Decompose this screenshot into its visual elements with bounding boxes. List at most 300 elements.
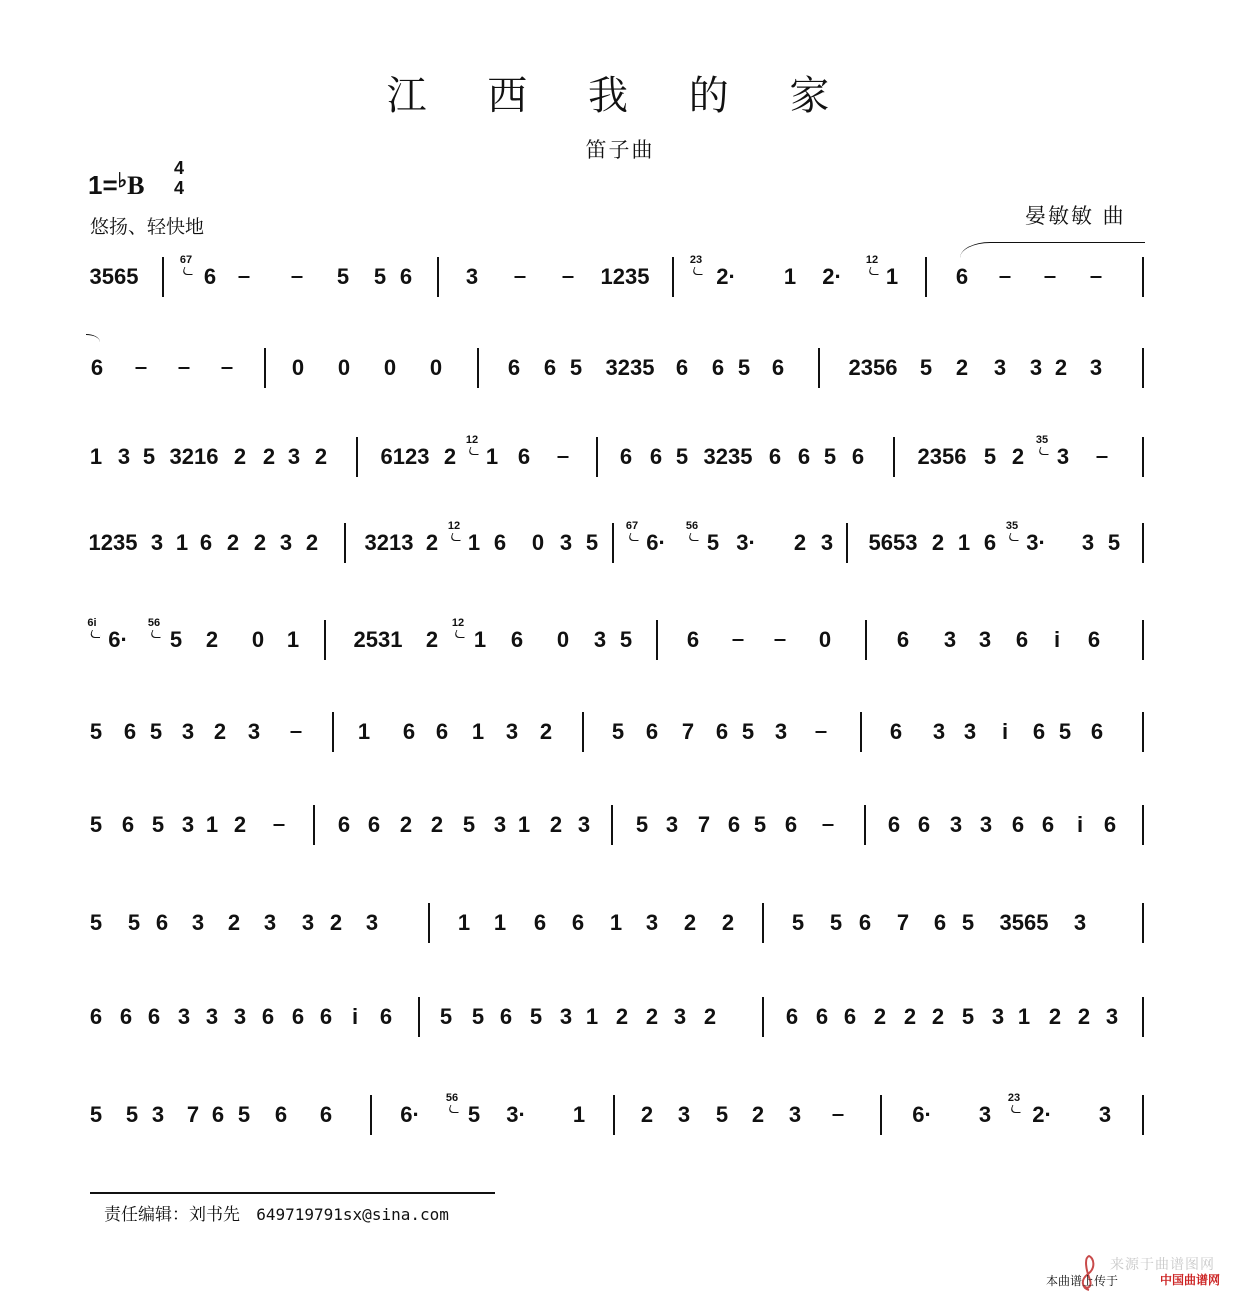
note: 3 bbox=[593, 627, 607, 652]
note: 7 bbox=[697, 812, 711, 837]
note: 3 bbox=[559, 530, 573, 555]
note: 5 bbox=[149, 719, 163, 744]
note: 7 bbox=[896, 910, 910, 935]
bar-line bbox=[611, 805, 613, 845]
grace-note: 6i bbox=[87, 617, 97, 629]
note: 6 bbox=[715, 719, 729, 744]
note: 2· bbox=[716, 264, 736, 289]
note: 6 bbox=[649, 444, 663, 469]
bar-line bbox=[846, 523, 848, 563]
note: 3 bbox=[1056, 444, 1070, 469]
score-line bbox=[0, 520, 1240, 581]
page-title: 江 西 我 的 家 bbox=[386, 73, 854, 119]
score-line bbox=[0, 617, 1240, 678]
tempo-marking: 悠扬、轻快地 bbox=[90, 216, 205, 238]
note: 5 bbox=[741, 719, 755, 744]
note: 6 bbox=[1015, 627, 1029, 652]
note: 3 bbox=[991, 1004, 1005, 1029]
grace-note: 12 bbox=[451, 617, 465, 629]
note: 0 bbox=[531, 530, 545, 555]
bar-line bbox=[1142, 620, 1144, 660]
note: 2 bbox=[425, 627, 439, 652]
bar-line bbox=[418, 997, 420, 1037]
note: 0 bbox=[291, 355, 305, 380]
note: 6 bbox=[119, 1004, 133, 1029]
note: i bbox=[351, 1004, 359, 1029]
note: 6 bbox=[337, 812, 351, 837]
bar-line bbox=[344, 523, 346, 563]
note: 6 bbox=[123, 719, 137, 744]
note: 3· bbox=[506, 1102, 526, 1127]
note: 6 bbox=[543, 355, 557, 380]
note: 3 bbox=[949, 812, 963, 837]
note: 6 bbox=[896, 627, 910, 652]
note: 3565 bbox=[89, 264, 139, 289]
sustain-dash bbox=[515, 276, 526, 278]
footer-divider bbox=[90, 1192, 495, 1194]
bar-line bbox=[818, 348, 820, 388]
note: 3 bbox=[191, 910, 205, 935]
sustain-dash bbox=[291, 731, 302, 733]
grace-note: 23 bbox=[1007, 1092, 1021, 1104]
note: 0 bbox=[556, 627, 570, 652]
bar-line bbox=[860, 712, 862, 752]
note: 2 bbox=[305, 530, 319, 555]
bar-line bbox=[762, 997, 764, 1037]
note: 6 bbox=[399, 264, 413, 289]
note: 2 bbox=[703, 1004, 717, 1029]
note: 5 bbox=[983, 444, 997, 469]
note: 2356 bbox=[917, 444, 967, 469]
note: 3· bbox=[1026, 530, 1046, 555]
note: 6 bbox=[1087, 627, 1101, 652]
note: 3 bbox=[665, 812, 679, 837]
note: 5 bbox=[919, 355, 933, 380]
note: 3 bbox=[181, 812, 195, 837]
note: 6 bbox=[983, 530, 997, 555]
score-line bbox=[0, 911, 1240, 961]
note: 3 bbox=[151, 1102, 165, 1127]
note: 6 bbox=[917, 812, 931, 837]
note: 6 bbox=[211, 1102, 225, 1127]
note: 3 bbox=[978, 1102, 992, 1127]
bar-line bbox=[762, 903, 764, 943]
note: 6 bbox=[319, 1004, 333, 1029]
note: 5 bbox=[462, 812, 476, 837]
note: 0 bbox=[337, 355, 351, 380]
note: 5 bbox=[961, 1004, 975, 1029]
note: 2 bbox=[931, 1004, 945, 1029]
note: 6 bbox=[858, 910, 872, 935]
note: 5 bbox=[829, 910, 843, 935]
sustain-dash bbox=[823, 824, 834, 826]
sustain-dash bbox=[1097, 456, 1108, 458]
sustain-dash bbox=[239, 276, 250, 278]
note: 2 bbox=[873, 1004, 887, 1029]
note: 2 bbox=[443, 444, 457, 469]
note: 2 bbox=[233, 812, 247, 837]
bar-line bbox=[1142, 257, 1144, 297]
sustain-dash bbox=[733, 639, 744, 641]
note: 6 bbox=[89, 1004, 103, 1029]
note: 3 bbox=[263, 910, 277, 935]
bar-line bbox=[356, 437, 358, 477]
note: 6 bbox=[121, 812, 135, 837]
note: 6 bbox=[510, 627, 524, 652]
note: 2 bbox=[226, 530, 240, 555]
note: 3 bbox=[774, 719, 788, 744]
note: i bbox=[1001, 719, 1009, 744]
note: 1 bbox=[517, 812, 531, 837]
note: 3 bbox=[963, 719, 977, 744]
time-signature bbox=[170, 158, 188, 198]
note: 6 bbox=[517, 444, 531, 469]
note: 3 bbox=[181, 719, 195, 744]
note: 3213 bbox=[364, 530, 414, 555]
note: 5 bbox=[336, 264, 350, 289]
note: 6· bbox=[646, 530, 666, 555]
note: 6 bbox=[379, 1004, 393, 1029]
note: 1 bbox=[783, 264, 797, 289]
note: 5 bbox=[737, 355, 751, 380]
note: 1 bbox=[585, 1004, 599, 1029]
grace-note: 23 bbox=[689, 254, 703, 266]
note: 1 bbox=[471, 719, 485, 744]
editor-label: 责任编辑：刘书先 bbox=[104, 1205, 240, 1225]
note: 6 bbox=[785, 1004, 799, 1029]
note: 3 bbox=[365, 910, 379, 935]
note: 3 bbox=[247, 719, 261, 744]
grace-note: 12 bbox=[465, 434, 479, 446]
note: 6 bbox=[1032, 719, 1046, 744]
note: 3 bbox=[979, 812, 993, 837]
note: 1 bbox=[205, 812, 219, 837]
note: 3 bbox=[932, 719, 946, 744]
note: 6 bbox=[887, 812, 901, 837]
note: 1 bbox=[473, 627, 487, 652]
note: 6 bbox=[815, 1004, 829, 1029]
note: 2 bbox=[425, 530, 439, 555]
note: 1 bbox=[286, 627, 300, 652]
note: 6· bbox=[108, 627, 128, 652]
note: 0 bbox=[818, 627, 832, 652]
note: 2 bbox=[253, 530, 267, 555]
note: 2 bbox=[640, 1102, 654, 1127]
note: 3 bbox=[1073, 910, 1087, 935]
note: 3 bbox=[287, 444, 301, 469]
note: 6 bbox=[274, 1102, 288, 1127]
sustain-dash bbox=[1000, 276, 1011, 278]
note: 1 bbox=[609, 910, 623, 935]
sustain-dash bbox=[179, 367, 190, 369]
note: 0 bbox=[251, 627, 265, 652]
bar-line bbox=[370, 1095, 372, 1135]
note: 6 bbox=[1090, 719, 1104, 744]
note: 2· bbox=[822, 264, 842, 289]
note: 6 bbox=[402, 719, 416, 744]
note: 5 bbox=[1107, 530, 1121, 555]
note: 0 bbox=[429, 355, 443, 380]
note: 6 bbox=[435, 719, 449, 744]
sustain-dash bbox=[136, 367, 147, 369]
note: 2 bbox=[205, 627, 219, 652]
note: 7 bbox=[186, 1102, 200, 1127]
note: 3 bbox=[177, 1004, 191, 1029]
note: 3 bbox=[820, 530, 834, 555]
note: 2531 bbox=[353, 627, 403, 652]
note: 6123 bbox=[380, 444, 430, 469]
bar-line bbox=[612, 523, 614, 563]
note: 3· bbox=[736, 530, 756, 555]
note: 6 bbox=[533, 910, 547, 935]
note: 1 bbox=[89, 444, 103, 469]
note: 3 bbox=[279, 530, 293, 555]
note: 5 bbox=[569, 355, 583, 380]
note: 6 bbox=[571, 910, 585, 935]
grace-note: 56 bbox=[685, 520, 699, 532]
note: 2 bbox=[793, 530, 807, 555]
bar-line bbox=[1142, 997, 1144, 1037]
note: 2 bbox=[430, 812, 444, 837]
note: 2 bbox=[683, 910, 697, 935]
grace-note: 67 bbox=[625, 520, 639, 532]
note: 6 bbox=[768, 444, 782, 469]
note: 3235 bbox=[605, 355, 655, 380]
note: 5 bbox=[715, 1102, 729, 1127]
note: 2 bbox=[1054, 355, 1068, 380]
sustain-dash bbox=[558, 456, 569, 458]
bar-line bbox=[582, 712, 584, 752]
note: 5 bbox=[675, 444, 689, 469]
note: 3 bbox=[205, 1004, 219, 1029]
note: 6 bbox=[771, 355, 785, 380]
note: 5 bbox=[142, 444, 156, 469]
note: 5 bbox=[635, 812, 649, 837]
flat-icon: ♭ bbox=[117, 170, 128, 192]
bar-line bbox=[332, 712, 334, 752]
bar-line bbox=[596, 437, 598, 477]
note: i bbox=[1076, 812, 1084, 837]
note: 3 bbox=[673, 1004, 687, 1029]
sustain-dash bbox=[816, 731, 827, 733]
note: 5 bbox=[619, 627, 633, 652]
bar-line bbox=[1142, 805, 1144, 845]
note: 6 bbox=[784, 812, 798, 837]
note: 2 bbox=[903, 1004, 917, 1029]
note: 3 bbox=[677, 1102, 691, 1127]
note: 3 bbox=[233, 1004, 247, 1029]
note: 6 bbox=[155, 910, 169, 935]
note: 2 bbox=[1077, 1004, 1091, 1029]
note: 6 bbox=[319, 1102, 333, 1127]
note: 6 bbox=[686, 627, 700, 652]
note: 6 bbox=[711, 355, 725, 380]
note: 6 bbox=[1011, 812, 1025, 837]
note: 6· bbox=[912, 1102, 932, 1127]
note: 5 bbox=[529, 1004, 543, 1029]
bar-line bbox=[925, 257, 927, 297]
note: 5 bbox=[237, 1102, 251, 1127]
page-subtitle: 笛子曲 bbox=[585, 138, 655, 162]
key-signature bbox=[88, 170, 144, 201]
note: 6 bbox=[933, 910, 947, 935]
note: 6 bbox=[90, 355, 104, 380]
note: 6 bbox=[645, 719, 659, 744]
note: 5 bbox=[791, 910, 805, 935]
note: 3 bbox=[1081, 530, 1095, 555]
note: 5 bbox=[471, 1004, 485, 1029]
bar-line bbox=[1142, 523, 1144, 563]
score-line bbox=[0, 356, 1240, 406]
score-line bbox=[0, 1092, 1240, 1153]
meter-top: 4 bbox=[173, 158, 184, 178]
bar-line bbox=[1142, 712, 1144, 752]
grace-note: 56 bbox=[147, 617, 161, 629]
sustain-dash bbox=[833, 1114, 844, 1116]
score-line bbox=[0, 720, 1240, 770]
note: 5 bbox=[151, 812, 165, 837]
note: 5 bbox=[439, 1004, 453, 1029]
upload-note: 本曲谱上传于 bbox=[1046, 1274, 1119, 1288]
note: 3565 bbox=[999, 910, 1049, 935]
note: 6 bbox=[1041, 812, 1055, 837]
grace-note: 56 bbox=[445, 1092, 459, 1104]
note: 5 bbox=[961, 910, 975, 935]
bar-line bbox=[1142, 348, 1144, 388]
score-line bbox=[0, 1005, 1240, 1055]
note: 3 bbox=[505, 719, 519, 744]
bar-line bbox=[437, 257, 439, 297]
note: 5 bbox=[373, 264, 387, 289]
note: 6 bbox=[955, 264, 969, 289]
note: 3 bbox=[993, 355, 1007, 380]
sustain-dash bbox=[563, 276, 574, 278]
bar-line bbox=[672, 257, 674, 297]
note: 5 bbox=[585, 530, 599, 555]
bar-line bbox=[324, 620, 326, 660]
grace-note: 12 bbox=[865, 254, 879, 266]
watermark-brand: 中国曲谱网 bbox=[1160, 1273, 1221, 1287]
note: 3 bbox=[978, 627, 992, 652]
bar-line bbox=[477, 348, 479, 388]
note: 3 bbox=[788, 1102, 802, 1127]
note: 2 bbox=[931, 530, 945, 555]
note: 6 bbox=[493, 530, 507, 555]
note: 6 bbox=[675, 355, 689, 380]
bar-line bbox=[1142, 903, 1144, 943]
note: 1235 bbox=[600, 264, 650, 289]
note: 2 bbox=[645, 1004, 659, 1029]
note: i bbox=[1053, 627, 1061, 652]
note: 5 bbox=[89, 812, 103, 837]
note: 6 bbox=[367, 812, 381, 837]
bar-line bbox=[613, 1095, 615, 1135]
score-line bbox=[0, 254, 1240, 315]
bar-line bbox=[162, 257, 164, 297]
note: 6 bbox=[843, 1004, 857, 1029]
tie-slur-continuation bbox=[86, 334, 100, 345]
bar-line bbox=[864, 805, 866, 845]
note: 5 bbox=[1058, 719, 1072, 744]
note: 2 bbox=[227, 910, 241, 935]
note: 2356 bbox=[848, 355, 898, 380]
note: 5 bbox=[611, 719, 625, 744]
note: 1 bbox=[885, 264, 899, 289]
note: 1 bbox=[572, 1102, 586, 1127]
key-one: 1 bbox=[88, 170, 103, 200]
note: 6 bbox=[889, 719, 903, 744]
note: 2 bbox=[213, 719, 227, 744]
note: 3 bbox=[465, 264, 479, 289]
editor-credit bbox=[104, 1200, 449, 1225]
note: 3 bbox=[1098, 1102, 1112, 1127]
score-line bbox=[0, 434, 1240, 495]
note: 2 bbox=[1011, 444, 1025, 469]
key-letter: B bbox=[127, 171, 145, 200]
note: 1235 bbox=[88, 530, 138, 555]
grace-note: 67 bbox=[179, 254, 193, 266]
note: 3216 bbox=[169, 444, 219, 469]
note: 2 bbox=[615, 1004, 629, 1029]
tie-slur bbox=[960, 242, 1145, 263]
note: 1 bbox=[493, 910, 507, 935]
bar-line bbox=[893, 437, 895, 477]
note: 5 bbox=[89, 1102, 103, 1127]
note: 3 bbox=[301, 910, 315, 935]
note: 1 bbox=[1017, 1004, 1031, 1029]
note: 6 bbox=[203, 264, 217, 289]
sustain-dash bbox=[1045, 276, 1056, 278]
note: 5 bbox=[169, 627, 183, 652]
note: 2 bbox=[329, 910, 343, 935]
note: 5 bbox=[467, 1102, 481, 1127]
bar-line bbox=[264, 348, 266, 388]
note: 5 bbox=[125, 1102, 139, 1127]
watermark-text: 来源于曲谱图网 bbox=[1110, 1257, 1215, 1273]
note: 5 bbox=[89, 719, 103, 744]
note: 6 bbox=[619, 444, 633, 469]
note: 3 bbox=[943, 627, 957, 652]
note: 2 bbox=[539, 719, 553, 744]
bar-line bbox=[428, 903, 430, 943]
note: 1 bbox=[357, 719, 371, 744]
note: 6 bbox=[499, 1004, 513, 1029]
note: 3 bbox=[117, 444, 131, 469]
note: 5653 bbox=[868, 530, 918, 555]
note: 2· bbox=[1032, 1102, 1052, 1127]
note: 6 bbox=[797, 444, 811, 469]
note: 3 bbox=[645, 910, 659, 935]
bar-line bbox=[865, 620, 867, 660]
note: 2 bbox=[955, 355, 969, 380]
note: 2 bbox=[262, 444, 276, 469]
bar-line bbox=[1142, 437, 1144, 477]
note: 6 bbox=[261, 1004, 275, 1029]
note: 1 bbox=[957, 530, 971, 555]
note: 6 bbox=[147, 1004, 161, 1029]
key-equals: = bbox=[102, 170, 118, 200]
note: 5 bbox=[706, 530, 720, 555]
note: 7 bbox=[681, 719, 695, 744]
note: 6· bbox=[400, 1102, 420, 1127]
note: 2 bbox=[751, 1102, 765, 1127]
note: 2 bbox=[399, 812, 413, 837]
composer-credit: 晏敏敏 曲 bbox=[1025, 204, 1126, 228]
note: 5 bbox=[823, 444, 837, 469]
note: 3 bbox=[493, 812, 507, 837]
note: 1 bbox=[467, 530, 481, 555]
sustain-dash bbox=[222, 367, 233, 369]
